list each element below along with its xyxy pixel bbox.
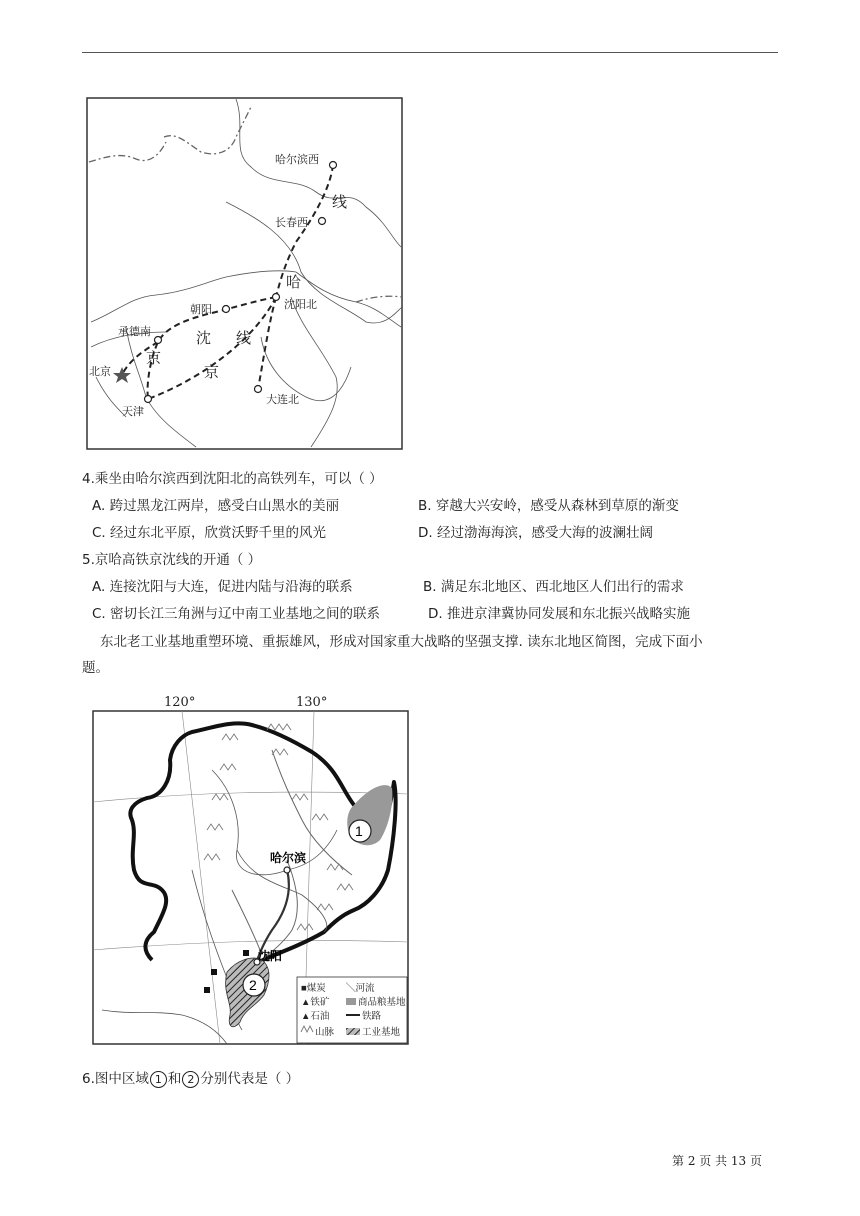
label-shenyang-north: 沈阳北 bbox=[284, 299, 317, 311]
station-changchun-west bbox=[319, 218, 326, 225]
lon-120-label: 120° bbox=[164, 695, 196, 710]
page-footer: 第 2 页 共 13 页 bbox=[672, 1154, 762, 1168]
legend-rail: 铁路 bbox=[362, 1011, 382, 1022]
legend-grain-swatch bbox=[346, 998, 356, 1005]
q6-circled-2: 2 bbox=[182, 1071, 199, 1088]
q6-stem-prefix: 6.图中区域 bbox=[82, 1071, 149, 1087]
q6-stem-suffix: 分别代表是（ ） bbox=[200, 1071, 300, 1087]
q6-stem bbox=[82, 1070, 299, 1088]
q5-stem: 5.京哈高铁京沈线的开通（ ） bbox=[82, 552, 262, 568]
label-harbin: 哈尔滨 bbox=[270, 851, 307, 865]
label-shenyang: 沈阳 bbox=[258, 949, 283, 963]
region-1-number: 1 bbox=[355, 823, 363, 839]
rail-map bbox=[86, 97, 404, 451]
label-changchun-west: 长春西 bbox=[275, 217, 308, 229]
q5-option-c[interactable]: C. 密切长江三角洲与辽中南工业基地之间的联系 bbox=[92, 606, 381, 622]
label-line-jing-2: 京 bbox=[204, 364, 220, 381]
label-line-xian-1: 线 bbox=[332, 194, 348, 211]
legend-river: ╲河流 bbox=[346, 983, 375, 994]
q4-option-b[interactable]: B. 穿越大兴安岭，感受从森林到草原的渐变 bbox=[418, 498, 679, 514]
label-line-jing-1: 京 bbox=[146, 350, 162, 367]
station-tianjin bbox=[145, 396, 152, 403]
label-beijing: 北京 bbox=[89, 366, 111, 378]
q4-stem: 4.乘坐由哈尔滨西到沈阳北的高铁列车，可以（ ） bbox=[82, 471, 383, 487]
q4-option-a[interactable]: A. 跨过黑龙江两岸，感受白山黑水的美丽 bbox=[92, 498, 340, 514]
label-chengde-south: 承德南 bbox=[118, 326, 151, 338]
legend-coal: ■煤炭 bbox=[301, 983, 326, 994]
q4-option-d[interactable]: D. 经过渤海海滨，感受大海的波澜壮阔 bbox=[418, 525, 653, 541]
label-chaoyang: 朝阳 bbox=[190, 304, 212, 316]
label-line-shen: 沈 bbox=[196, 330, 212, 347]
label-dalian-north: 大连北 bbox=[266, 394, 299, 406]
station-chaoyang bbox=[223, 306, 230, 313]
station-shenyang-north bbox=[273, 294, 280, 301]
legend-mountain: 山脉 bbox=[315, 1027, 335, 1038]
label-tianjin: 天津 bbox=[122, 406, 144, 418]
label-harbin-west: 哈尔滨西 bbox=[275, 154, 319, 166]
legend-grain: 商品粮基地 bbox=[358, 997, 406, 1008]
intro-line-2: 题。 bbox=[82, 660, 109, 676]
station-dalian-north bbox=[255, 386, 262, 393]
legend-industry-swatch bbox=[346, 1028, 360, 1035]
q5-option-b[interactable]: B. 满足东北地区、西北地区人们出行的需求 bbox=[423, 579, 684, 595]
northeast-map bbox=[92, 710, 410, 1046]
q6-and: 和 bbox=[167, 1071, 182, 1087]
intro-line-1: 东北老工业基地重塑环境、重振雄风，形成对国家重大战略的坚强支撑. 读东北地区简图，完成下面小 bbox=[100, 634, 703, 650]
lon-130-label: 130° bbox=[296, 695, 328, 710]
city-harbin-dot bbox=[284, 867, 290, 873]
legend-industry: 工业基地 bbox=[362, 1027, 401, 1038]
station-harbin-west bbox=[330, 162, 337, 169]
q5-option-a[interactable]: A. 连接沈阳与大连，促进内陆与沿海的联系 bbox=[92, 579, 353, 595]
q4-option-c[interactable]: C. 经过东北平原，欣赏沃野千里的风光 bbox=[92, 525, 327, 541]
label-line-xian-2: 线 bbox=[236, 330, 252, 347]
region-2-number: 2 bbox=[249, 977, 257, 993]
legend-iron: ▲铁矿 bbox=[301, 997, 330, 1008]
q6-circled-1: 1 bbox=[150, 1071, 167, 1088]
q5-option-d[interactable]: D. 推进京津冀协同发展和东北振兴战略实施 bbox=[428, 606, 690, 622]
header-rule bbox=[82, 52, 778, 53]
legend-oil: ▲石油 bbox=[301, 1011, 330, 1022]
legend bbox=[297, 977, 407, 1043]
label-line-ha: 哈 bbox=[286, 274, 302, 291]
station-chengde-south bbox=[155, 337, 162, 344]
